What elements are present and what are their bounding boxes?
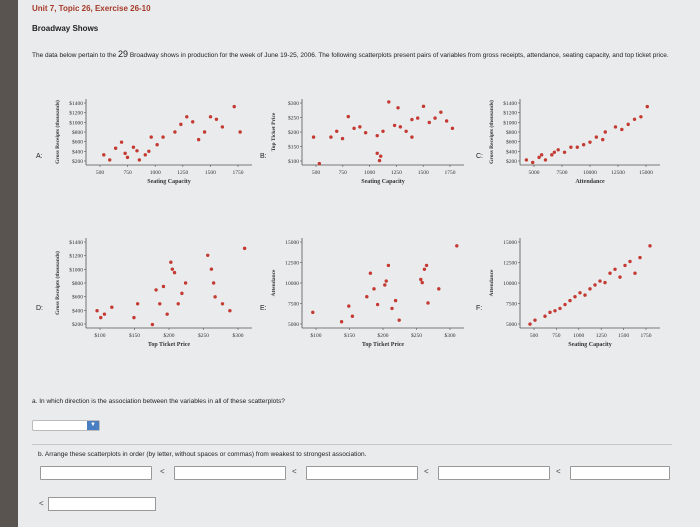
data-point (593, 283, 596, 286)
answer-box-5[interactable] (570, 466, 670, 480)
x-tick-label: $250 (411, 333, 422, 339)
exercise-title: Unit 7, Topic 26, Exercise 26-10 (32, 4, 151, 13)
y-tick-label: 10000 (503, 281, 517, 287)
chevron-down-icon[interactable]: ▼ (87, 421, 99, 430)
x-tick-label: $300 (444, 333, 456, 339)
x-tick-label: 1250 (390, 170, 402, 176)
data-point (123, 152, 126, 155)
data-point (633, 118, 636, 121)
scatter-svg (52, 234, 256, 352)
data-point (376, 134, 379, 137)
data-point (433, 116, 436, 119)
data-point (525, 158, 528, 161)
data-point (387, 100, 390, 103)
y-tick-label: $400 (506, 149, 517, 156)
x-tick-label: $100 (310, 333, 322, 339)
data-point (588, 140, 591, 143)
y-tick-label: 5000 (506, 322, 517, 328)
x-tick-label: $200 (163, 333, 175, 339)
data-point (638, 256, 641, 259)
x-tick-label: 12500 (611, 170, 625, 176)
data-point (161, 135, 164, 138)
data-point (553, 309, 556, 312)
data-point (428, 121, 431, 124)
data-point (335, 130, 338, 133)
data-point (212, 281, 215, 284)
data-point (416, 116, 419, 119)
data-point (103, 312, 106, 315)
x-tick-label: 15000 (639, 170, 653, 176)
data-point (162, 285, 165, 288)
x-axis-label: Seating Capacity (361, 179, 405, 185)
data-point (425, 264, 428, 267)
x-tick-label: $200 (377, 333, 389, 339)
y-tick-label: $200 (72, 159, 83, 165)
y-tick-label: 7500 (288, 301, 299, 308)
data-point (548, 311, 551, 314)
less-than-2: < (292, 467, 297, 476)
y-tick-label: $600 (506, 139, 517, 146)
answer-box-2[interactable] (174, 466, 286, 480)
data-point (394, 299, 397, 302)
data-point (383, 283, 386, 286)
x-tick-label: 1000 (573, 333, 585, 339)
data-point (312, 135, 315, 138)
data-point (138, 158, 141, 161)
scatterplot-a (52, 95, 256, 189)
data-point (369, 272, 372, 275)
data-point (404, 130, 407, 133)
x-tick-label: $250 (198, 333, 209, 339)
data-point (648, 244, 651, 247)
data-point (531, 161, 534, 164)
data-point (95, 309, 98, 312)
plot-a-letter: A: (36, 153, 43, 160)
y-axis-label: Gross Receipts (thousands) (55, 251, 61, 315)
data-point (221, 302, 224, 305)
y-tick-label: $1000 (69, 267, 83, 274)
scatterplot-e (268, 234, 468, 352)
data-point (626, 123, 629, 126)
data-point (618, 275, 621, 278)
data-point (543, 315, 546, 318)
scatterplot-f (486, 234, 664, 352)
intro-number: 29 (118, 49, 129, 59)
x-tick-label: 1750 (640, 333, 652, 339)
y-tick-label: 15000 (503, 240, 517, 246)
x-tick-label: 7500 (556, 170, 568, 176)
data-point (318, 162, 321, 165)
x-tick-label: 1500 (618, 333, 630, 339)
x-tick-label: 750 (338, 170, 347, 176)
data-point (173, 271, 176, 274)
data-point (385, 279, 388, 282)
data-point (556, 148, 559, 151)
data-point (623, 264, 626, 267)
x-tick-label: 1000 (149, 170, 161, 176)
data-point (576, 146, 579, 149)
x-axis-label: Attendance (575, 179, 605, 185)
answer-box-3[interactable] (306, 466, 418, 480)
data-point (358, 125, 361, 128)
data-point (455, 244, 458, 247)
y-tick-label: $150 (288, 144, 299, 151)
y-tick-label: $400 (72, 149, 83, 156)
data-point (423, 268, 426, 271)
y-axis-label: Attendance (271, 269, 277, 297)
x-tick-label: 1250 (595, 333, 607, 339)
data-point (419, 278, 422, 281)
intro-text (32, 48, 672, 62)
data-point (135, 149, 138, 152)
data-point (451, 127, 454, 130)
data-point (544, 158, 547, 161)
x-tick-label: 5000 (528, 170, 540, 176)
y-tick-label: $1200 (503, 110, 517, 117)
data-point (144, 153, 147, 156)
y-tick-label: $1400 (69, 240, 83, 246)
plot-d-letter: D: (36, 305, 43, 312)
exercise-heading: Broadway Shows (32, 24, 99, 33)
data-point (379, 155, 382, 158)
data-point (437, 287, 440, 290)
data-point (341, 137, 344, 140)
x-tick-label: 1750 (444, 170, 456, 176)
y-axis-label: Gross Receipts (thousands) (489, 100, 495, 164)
data-point (578, 291, 581, 294)
plot-b-letter: B: (260, 153, 267, 160)
x-axis-label: Seating Capacity (147, 179, 191, 185)
data-point (582, 143, 585, 146)
scatter-svg (268, 95, 468, 189)
y-tick-label: 15000 (285, 240, 299, 246)
data-point (421, 281, 424, 284)
y-tick-label: $200 (72, 322, 83, 328)
scatterplot-b (268, 95, 468, 189)
y-tick-label: $1000 (503, 120, 517, 127)
data-point (184, 281, 187, 284)
x-tick-label: 10000 (583, 170, 597, 176)
x-axis-label: Seating Capacity (568, 342, 612, 348)
scatterplot-d (52, 234, 256, 352)
data-point (347, 304, 350, 307)
data-point (426, 301, 429, 304)
direction-dropdown[interactable] (32, 420, 100, 431)
data-point (620, 128, 623, 131)
x-tick-label: $100 (94, 333, 106, 339)
data-point (347, 115, 350, 118)
question-a: a. In which direction is the association between the variables in all of these scatterplots? (32, 398, 285, 405)
data-point (155, 143, 158, 146)
data-point (233, 105, 236, 108)
data-point (399, 125, 402, 128)
plot-c-letter: C: (476, 153, 483, 160)
data-point (329, 135, 332, 138)
data-point (110, 306, 113, 309)
less-than-4: < (556, 467, 561, 476)
data-point (639, 115, 642, 118)
x-tick-label: 750 (552, 333, 561, 339)
data-point (558, 307, 561, 310)
y-tick-label: $800 (72, 281, 83, 287)
data-point (563, 151, 566, 154)
x-axis-label: Top Ticket Price (361, 342, 405, 348)
data-point (238, 130, 241, 133)
y-tick-label: 7500 (506, 301, 517, 308)
x-tick-label: 1750 (232, 170, 244, 176)
data-point (569, 146, 572, 149)
data-point (603, 281, 606, 284)
data-point (364, 131, 367, 134)
data-point (439, 111, 442, 114)
data-point (390, 307, 393, 310)
data-point (633, 272, 636, 275)
y-axis-label: Top Ticket Price (271, 112, 277, 152)
data-point (352, 127, 355, 130)
x-tick-label: 500 (95, 170, 105, 176)
data-point (132, 316, 135, 319)
x-tick-label: 500 (311, 170, 321, 176)
data-point (132, 146, 135, 149)
data-point (191, 120, 194, 123)
data-point (598, 279, 601, 282)
data-point (171, 267, 174, 270)
data-point (99, 316, 102, 319)
plot-e-letter: E: (260, 305, 267, 312)
data-point (573, 295, 576, 298)
y-tick-label: $800 (506, 130, 517, 136)
intro-part1: The data below pertain to the (32, 52, 117, 59)
answer-box-4[interactable] (438, 466, 550, 480)
data-point (608, 272, 611, 275)
scatterplot-c (486, 95, 664, 189)
y-tick-label: $250 (288, 115, 299, 122)
data-point (372, 287, 375, 290)
data-point (595, 135, 598, 138)
scatter-svg (486, 95, 664, 189)
data-point (387, 264, 390, 267)
data-point (180, 292, 183, 295)
data-point (154, 288, 157, 291)
y-tick-label: 12500 (285, 260, 299, 267)
y-axis-label: Attendance (489, 269, 495, 297)
data-point (136, 302, 139, 305)
data-point (628, 260, 631, 263)
y-tick-label: $600 (72, 294, 83, 301)
data-point (213, 295, 216, 298)
x-tick-label: 1500 (417, 170, 429, 176)
x-tick-label: $150 (129, 333, 140, 339)
y-tick-label: $600 (72, 139, 83, 146)
data-point (209, 115, 212, 118)
data-point (311, 311, 314, 314)
data-point (588, 287, 591, 290)
intro-part2: Broadway shows in production for the week of June 19-25, 2006. The following scatterplots present pairs of variables from gross receipts, attendance, seating capacity, and top ticket price. (129, 52, 669, 59)
data-point (215, 118, 218, 121)
data-point (150, 135, 153, 138)
data-point (614, 125, 617, 128)
data-point (210, 267, 213, 270)
y-tick-label: 10000 (285, 281, 299, 287)
data-point (410, 118, 413, 121)
data-point (165, 312, 168, 315)
x-tick-label: 750 (123, 170, 132, 176)
data-point (537, 156, 540, 159)
data-point (221, 125, 224, 128)
answer-box-1[interactable] (40, 466, 152, 480)
data-point (365, 295, 368, 298)
less-than-1: < (160, 467, 165, 476)
data-point (376, 303, 379, 306)
data-point (376, 152, 379, 155)
data-point (228, 309, 231, 312)
data-point (126, 156, 129, 159)
scatter-svg (52, 95, 256, 189)
y-tick-label: $1000 (69, 120, 83, 127)
data-point (203, 130, 206, 133)
y-tick-label: $300 (288, 101, 299, 107)
data-point (398, 318, 401, 321)
answer-box-6[interactable] (48, 497, 156, 511)
y-tick-label: 12500 (503, 260, 517, 267)
y-tick-label: $1200 (69, 110, 83, 117)
data-point (396, 106, 399, 109)
data-point (120, 140, 123, 143)
data-point (563, 303, 566, 306)
plot-f-letter: F: (476, 305, 483, 312)
data-point (179, 123, 182, 126)
data-point (158, 302, 161, 305)
data-point (243, 247, 246, 250)
y-axis-label: Gross Receipts (thousands) (55, 100, 61, 164)
y-tick-label: $200 (506, 159, 517, 165)
data-point (206, 254, 209, 257)
data-point (169, 261, 172, 264)
data-point (177, 302, 180, 305)
data-point (422, 105, 425, 108)
y-tick-label: 5000 (288, 322, 299, 328)
data-point (613, 268, 616, 271)
data-point (550, 153, 553, 156)
data-point (102, 153, 105, 156)
x-tick-label: $300 (232, 333, 244, 339)
y-tick-label: $100 (288, 159, 299, 165)
data-point (114, 147, 117, 150)
x-tick-label: 1500 (204, 170, 216, 176)
data-point (351, 315, 354, 318)
scatter-svg (486, 234, 664, 352)
x-axis-label: Top Ticket Price (147, 342, 191, 348)
question-b: b. Arrange these scatterplots in order (by letter, without spaces or commas) from weakest to strongest association. (38, 451, 367, 458)
y-tick-label: $800 (72, 130, 83, 136)
data-point (553, 151, 556, 154)
scatter-svg (268, 234, 468, 352)
data-point (340, 320, 343, 323)
y-tick-label: $400 (72, 308, 83, 315)
y-tick-label: $1400 (69, 101, 83, 107)
data-point (381, 130, 384, 133)
x-tick-label: $150 (344, 333, 355, 339)
data-point (568, 299, 571, 302)
data-point (583, 293, 586, 296)
data-point (151, 323, 154, 326)
data-point (378, 159, 381, 162)
less-than-3: < (424, 467, 429, 476)
data-point (147, 150, 150, 153)
data-point (646, 105, 649, 108)
data-point (173, 130, 176, 133)
data-point (533, 318, 536, 321)
data-point (601, 138, 604, 141)
less-than-5: < (39, 499, 44, 508)
data-point (185, 115, 188, 118)
y-tick-label: $200 (288, 130, 299, 136)
x-tick-label: 500 (529, 333, 539, 339)
y-tick-label: $1400 (503, 101, 517, 107)
data-point (528, 322, 531, 325)
data-point (604, 130, 607, 133)
x-tick-label: 1250 (177, 170, 189, 176)
data-point (197, 138, 200, 141)
data-point (393, 124, 396, 127)
x-tick-label: 1000 (364, 170, 376, 176)
data-point (410, 135, 413, 138)
data-point (108, 158, 111, 161)
data-point (445, 119, 448, 122)
data-point (540, 153, 543, 156)
y-tick-label: $1200 (69, 253, 83, 260)
